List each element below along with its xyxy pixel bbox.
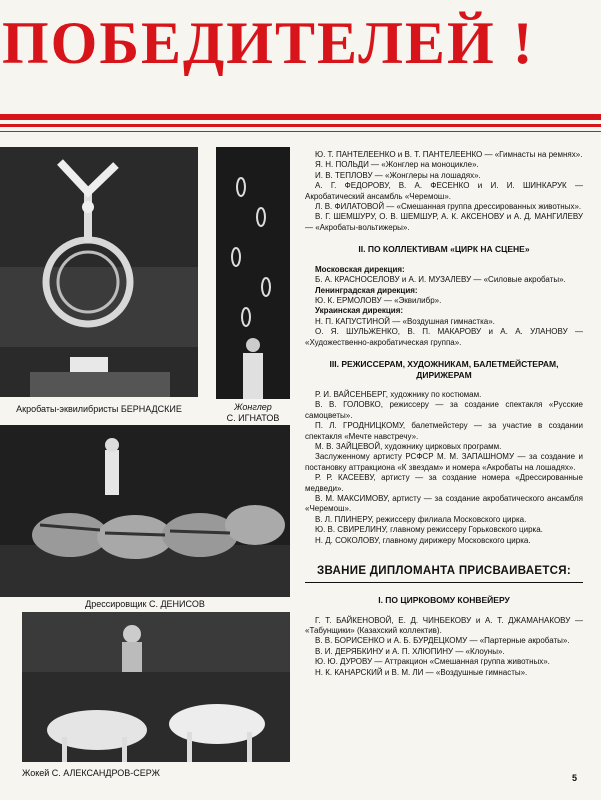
award-entry: Ю. Ю. ДУРОВУ — Аттракцион «Смешанная группа животных». [315,657,550,667]
photo-juggler [216,147,290,399]
award-entry: О. Я. ШУЛЬЖЕНКО, В. П. МАКАРОВУ и А. А. УЛАНОВУ — «Художественно-акробатическая группа». [305,327,583,347]
red-stripe [0,131,601,132]
award-entry: В. М. МАКСИМОВУ, артисту — за создание акробатического ансамбля «Черемош». [305,494,583,514]
award-entry: Р. Р. КАСЕЕВУ, артисту — за создание номера «Дрессированные медведи». [305,473,583,493]
subsection-heading: Украинская дирекция: [315,306,404,316]
section-heading: II. ПО КОЛЛЕКТИВАМ «ЦИРК НА СЦЕНЕ» [358,244,530,255]
awards-text-column [305,150,583,678]
intro-paragraph: Ю. Т. ПАНТЕЛЕЕНКО и В. Т. ПАНТЕЛЕЕНКО — «Гимнасты на ремнях». [315,150,583,159]
red-stripe [0,124,601,127]
award-entry: В. В. ГОЛОВКО, режиссеру — за создание спектакля «Русские самоцветы». [305,400,583,420]
intro-paragraph: А. Г. ФЕДОРОВУ, В. А. ФЕСЕНКО и И. И. ШИНКАРУК — Акробатический ансамбль «Черемош». [305,181,583,201]
award-entry: Заслуженному артисту РСФСР М. М. ЗАПАШНОМУ — за создание и постановку аттракциона «К звездам» и номера «Акробаты на лошадях». [305,452,583,472]
heading-rule [305,582,583,583]
award-entry: В. И. ДЕРЯБКИНУ и А. П. ХЛЮПИНУ — «Клоуны». [315,646,505,656]
intro-paragraph: Л. В. ФИЛАТОВОЙ — «Смешанная группа дрессированных животных». [315,202,582,212]
intro-paragraph: В. Г. ШЕМШУРУ, О. В. ШЕМШУР, А. К. АКСЕНОВУ и А. Д. МАНГИЛЕВУ — «Акробаты-вольтижеры». [305,212,583,232]
photo-jockey [22,612,290,762]
caption-juggler-name: С. ИГНАТОВ [226,413,280,423]
caption-jockey: Жокей С. АЛЕКСАНДРОВ-СЕРЖ [22,768,160,778]
page-number: 5 [571,773,577,783]
award-entry: Н. Д. СОКОЛОВУ, главному дирижеру Московского цирка. [315,535,531,545]
subsection-heading: Ленинградская дирекция: [315,285,418,295]
award-entry: П. Л. ГРОДНИЦКОМУ, балетмейстеру — за участие в создании спектакля «Мечте навстречу». [305,421,583,441]
award-entry: Ю. В. СВИРЕЛИНУ, главному режиссеру Горьковского цирка. [315,525,543,535]
award-entry: В. Л. ПЛИНЕРУ, режиссеру филиала Московского цирка. [315,514,527,524]
section-heading: III. РЕЖИССЕРАМ, ХУДОЖНИКАМ, БАЛЕТМЕЙСТЕРАМ, ДИРИЖЕРАМ [329,359,559,380]
page-headline: ПОБЕДИТЕЛЕЙ ! [2,10,535,76]
award-entry: Ю. К. ЕРМОЛОВУ — «Эквилибр». [315,295,442,305]
diploma-heading: ЗВАНИЕ ДИПЛОМАНТА ПРИСВАИВАЕТСЯ: [317,565,571,578]
award-entry: Р. И. ВАЙСЕНБЕРГ, художнику по костюмам. [315,390,482,399]
award-entry: Н. К. КАНАРСКИЙ и В. М. ЛИ — «Воздушные гимнасты». [315,667,528,677]
award-entry: Б. А. КРАСНОСЕЛОВУ и А. И. МУЗАЛЕВУ — «Силовые акробаты». [315,275,566,285]
caption-juggler-role: Жонглер [234,402,272,412]
photo-tigers [0,425,290,597]
red-stripe [0,114,601,120]
award-entry: М. В. ЗАЙЦЕВОЙ, художнику цирковых программ. [315,442,502,452]
intro-paragraph: И. В. ТЕПЛОВУ — «Жонглеры на лошадях». [315,170,481,180]
caption-equilibrists: Акробаты-эквилибристы БЕРНАДСКИЕ [16,404,182,414]
caption-juggler [216,402,290,424]
photo-equilibrists [0,147,198,397]
award-entry: Г. Т. БАЙКЕНОВОЙ, Е. Д. ЧИНБЕКОВУ и А. Т. ДЖАМАНАКОВУ — «Табунщики» (Казахский коллектив). [305,615,583,635]
section-heading: I. ПО ЦИРКОВОМУ КОНВЕЙЕРУ [378,595,510,606]
intro-paragraph: Я. Н. ПОЛЬДИ — «Жонглер на моноцикле». [315,160,479,170]
award-entry: Н. П. КАПУСТИНОЙ — «Воздушная гимнастка». [315,316,495,326]
award-entry: В. В. БОРИСЕНКО и А. Б. БУРДЕЦКОМУ — «Партерные акробаты». [315,636,570,646]
subsection-heading: Московская дирекция: [315,264,405,274]
caption-tiger-trainer: Дрессировщик С. ДЕНИСОВ [85,599,205,609]
